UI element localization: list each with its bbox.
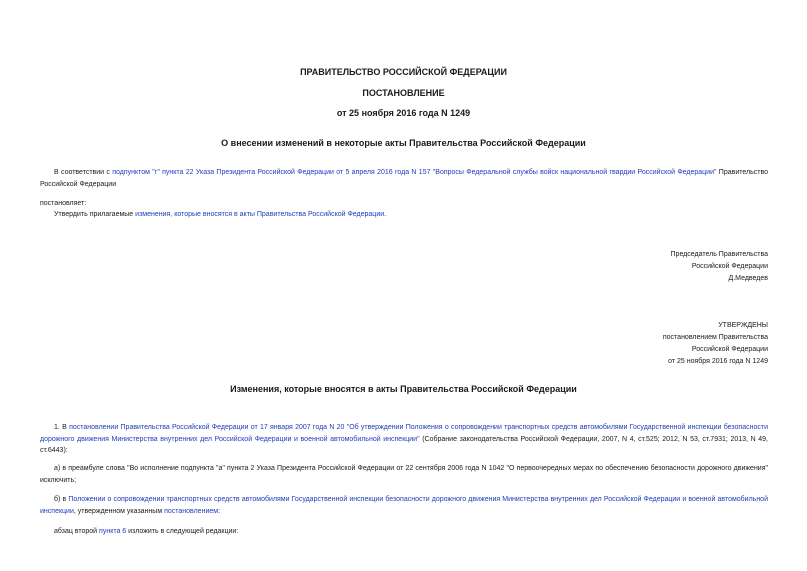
signature-position: Председатель Правительства (670, 251, 768, 258)
approve-text: Утвердить прилагаемые (54, 211, 136, 218)
changes-title: Изменения, которые вносятся в акты Правительства Российской Федерации (230, 384, 577, 394)
approval-date: от 25 ноября 2016 года N 1249 (668, 358, 768, 365)
org-heading: ПРАВИТЕЛЬСТВО РОССИЙСКОЙ ФЕДЕРАЦИИ (300, 67, 507, 77)
approval-block (663, 320, 768, 368)
decree-link[interactable]: подпунктом "г" пункта 22 Указа Президента Российской Федерации от 5 апреля 2016 года N 157 "Вопросы Федеральной службы войск национальной гвардии Российской Федерации" (112, 169, 717, 176)
item-c-text: абзац второй (54, 528, 100, 535)
approval-by: постановлением Правительства (662, 334, 768, 341)
item-b-text-mid: , утвержденном указанным (73, 507, 165, 515)
item-b-text: б) в (54, 496, 69, 503)
item-1-paragraph (40, 422, 768, 457)
item-1-text: 1. В (54, 424, 70, 431)
regulation-link[interactable]: Положении о сопровождении транспортных средств автомобилями Государственной инспекции безопасности дорожного движения Министерства внутренних дел Российской Федерации и военной автомобильной инспекции (40, 496, 768, 515)
item-b-colon: : (218, 507, 221, 515)
changes-link[interactable]: изменения, которые вносятся в акты Правительства Российской Федерации (135, 211, 385, 218)
item-c-text-end: изложить в следующей редакции: (126, 528, 239, 535)
approval-country: Российской Федерации (691, 346, 768, 353)
item-b-paragraph (40, 494, 768, 517)
resolution-20-link[interactable]: постановлении Правительства Российской Федерации от 17 января 2007 года N 20 "Об утверждении Положения о сопровождении транспортных средств автомобилями Государственной инспекции безопасности дорожного движения Министерства внутренних дел Российской Федерации и военной автомобильной инспекции" (40, 424, 768, 443)
signature-name: Д.Медведев (728, 275, 768, 282)
item-a-paragraph: а) в преамбуле слова "Во исполнение подпункта "а" пункта 2 Указа Президента Российской Федерации от 22 сентября 2006 года N 1042 "О первоочередных мерах по обеспечению безопасности дорожного движения" исключить; (40, 465, 768, 484)
item-c-paragraph (40, 526, 768, 538)
approve-period: . (384, 211, 387, 218)
item-1-text-end: (Собрание законодательства Российской Федерации, 2007, N 4, ст.525; 2012, N 53, ст.7931; 2013, N 49, ст.6443): (40, 435, 768, 454)
resolution-link[interactable]: постановлением (164, 507, 219, 515)
date-number-heading: от 25 ноября 2016 года N 1249 (336, 108, 471, 118)
doc-type-heading: ПОСТАНОВЛЕНИЕ (362, 88, 445, 98)
preamble-paragraph (40, 167, 768, 190)
signature-country: Российской Федерации (691, 263, 768, 270)
approve-paragraph (40, 209, 768, 221)
document-title: О внесении изменений в некоторые акты Правительства Российской Федерации (221, 138, 586, 148)
point-6-link[interactable]: пункта 6 (99, 528, 127, 535)
approval-stamp: УТВЕРЖДЕНЫ (718, 322, 768, 329)
signature-block (671, 249, 768, 285)
preamble-text: В соответствии с (54, 169, 113, 176)
preamble-text-end: Правительство Российской Федерации (40, 169, 769, 188)
resolves-text: постановляет: (40, 200, 87, 207)
